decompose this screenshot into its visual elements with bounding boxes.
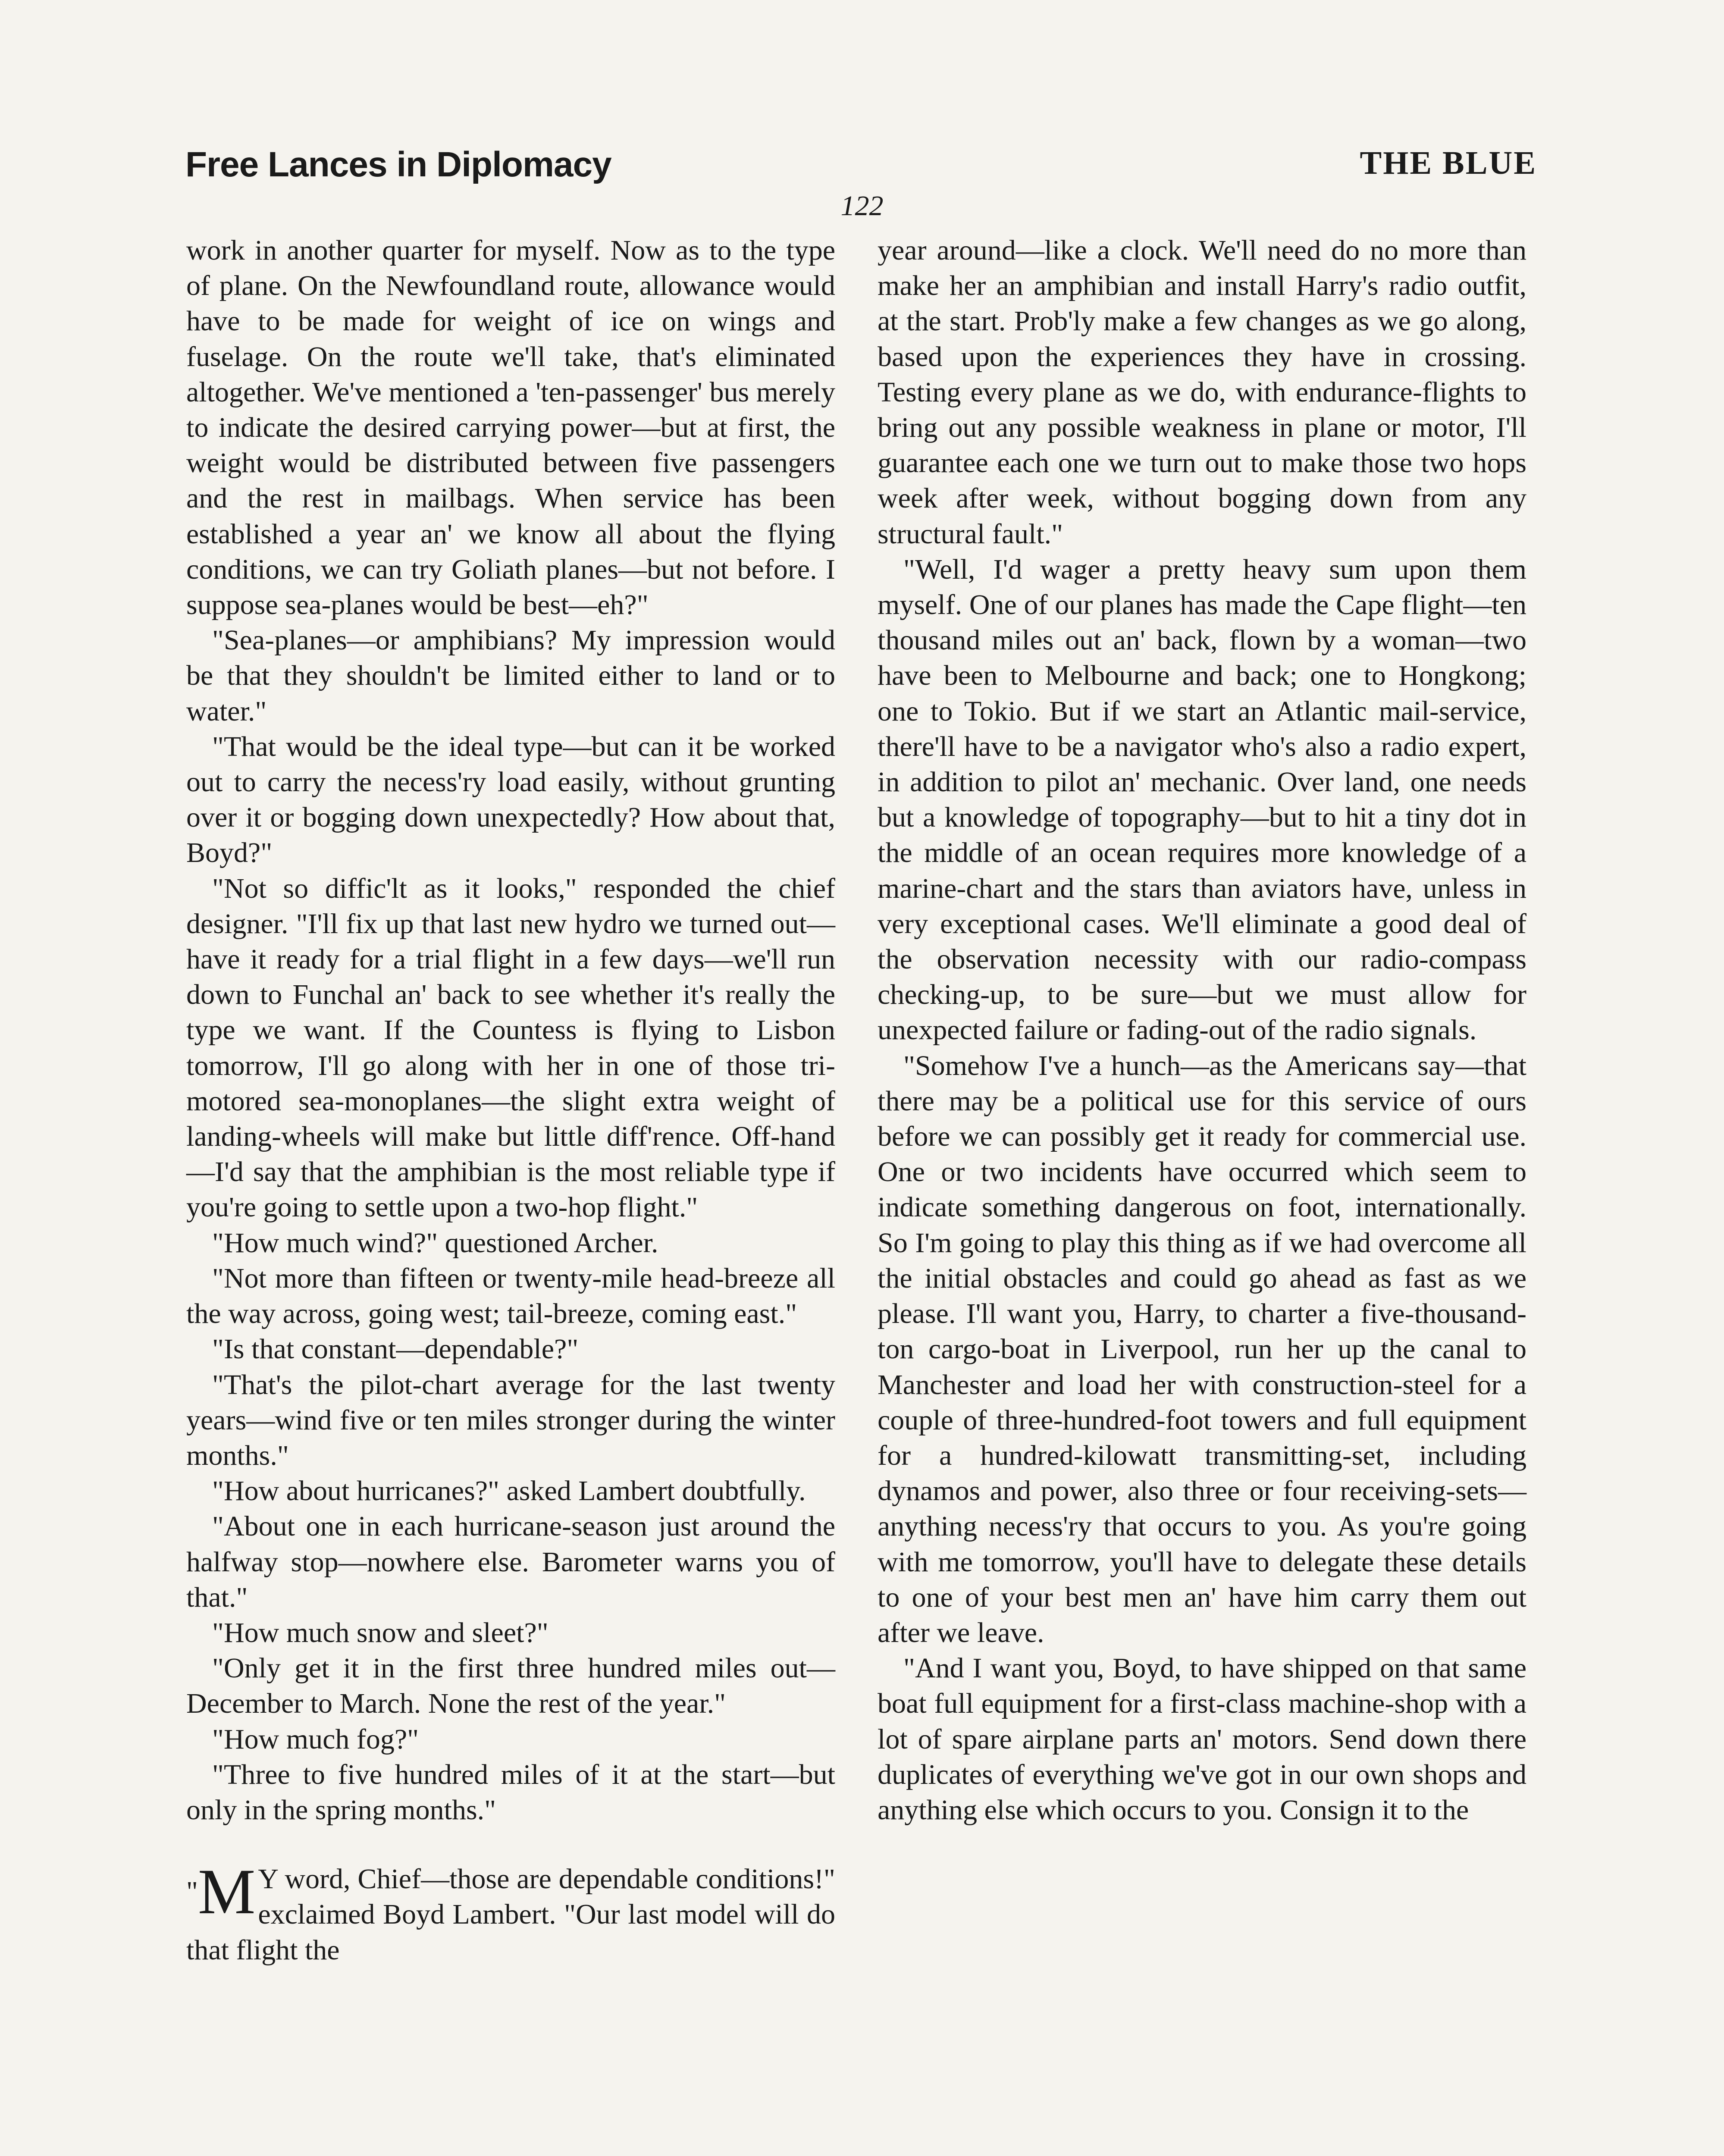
page-number: 122 — [840, 190, 884, 222]
paragraph: work in another quarter for myself. Now as to the type of plane. On the Newfoundland route, allowance would have to be made for weight of ice on wings and fuselage. On the route we'll take, that's eliminated altogether. We've mentioned a 'ten-passenger' bus merely to indicate the desired carrying power—but at first, the weight would be distributed between five passengers and the rest in mailbags. When service has been established a year an' we know all about the flying conditions, we can try Goliath planes—but not before. I suppose sea-planes would be best—eh?" — [186, 235, 835, 621]
paragraph: "Well, I'd wager a pretty heavy sum upon them myself. One of our planes has made the Cape flight—ten thousand miles out an' back, flown by a woman—two have been to Melbourne and back; one to Hongkong; one to Tokio. But if we start an Atlantic mail-service, there'll have to be a navigator who's also a radio expert, in addition to pilot an' mechanic. Over land, one needs but a knowledge of topography—but to hit a tiny dot in the middle of an ocean requires more knowledge of a marine-chart and the stars than aviators have, unless in very exceptional cases. We'll eliminate a good deal of the observation necessity with our radio-compass checking-up, to be sure—but we must allow for unexpected failure or fading-out of the radio signals. — [878, 553, 1527, 1046]
paragraph: "Is that constant—dependable?" — [212, 1333, 579, 1365]
paragraph: "How much snow and sleet?" — [212, 1617, 549, 1648]
paragraph: "Not more than fifteen or twenty-mile head-breeze all the way across, going west; tail-breeze, coming east." — [186, 1262, 835, 1330]
paragraph: "That would be the ideal type—but can it be worked out to carry the necess'ry load easily, without grunting over it or bogging down unexpectedly? How about that, Boyd?" — [186, 730, 835, 869]
paragraph: "How much fog?" — [212, 1723, 419, 1755]
paragraph: "How about hurricanes?" asked Lambert doubtfully. — [212, 1475, 806, 1507]
dropcap-text: Y word, Chief—those are dependable conditions!" exclaimed Boyd Lambert. "Our last model will do that flight the — [186, 1863, 835, 1966]
right-column — [878, 233, 1527, 1828]
paragraph: "And I want you, Boyd, to have shipped on that same boat full equipment for a first-class machine-shop with a lot of spare airplane parts an' motors. Send down there duplicates of everything we've got in our own shops and anything else which occurs to you. Consign it to the — [878, 1652, 1527, 1826]
running-title: Free Lances in Diplomacy — [185, 145, 611, 184]
paragraph: "Sea-planes—or amphibians? My impression would be that they shouldn't be limited either to land or to water." — [186, 624, 835, 727]
paragraph: "Three to five hundred miles of it at the start—but only in the spring months." — [186, 1758, 835, 1826]
paragraph: "How much wind?" questioned Archer. — [212, 1227, 658, 1259]
paragraph: "About one in each hurricane-season just around the halfway stop—nowhere else. Barometer warns you of that." — [186, 1510, 835, 1613]
dropcap-quote: " — [186, 1876, 198, 1908]
magazine-title: THE BLUE — [1360, 145, 1537, 181]
paragraph: "Only get it in the first three hundred miles out—December to March. None the rest of the year." — [186, 1652, 835, 1720]
left-column — [186, 233, 835, 1968]
paragraph: "Not so diffic'lt as it looks," responded the chief designer. "I'll fix up that last new hydro we turned out—have it ready for a trial flight in a few days—we'll run down to Funchal an' back to see whether it's really the type we want. If the Countess is flying to Lisbon tomorrow, I'll go along with her in one of those tri-motored sea-monoplanes—the slight extra weight of landing-wheels will make but little diff'rence. Off-hand—I'd say that the amphibian is the most reliable type if you're going to settle upon a two-hop flight." — [186, 872, 835, 1223]
dropcap — [186, 1856, 256, 1928]
dropcap-letter: M — [197, 1856, 256, 1928]
paragraph: year around—like a clock. We'll need do no more than make her an amphibian and install Harry's radio outfit, at the start. Prob'ly make a few changes as we go along, based upon the experiences they have in crossing. Testing every plane as we do, with endurance-flights to bring out any possible weakness in plane or motor, I'll guarantee each one we turn out to make those two hops week after week, without bogging down from any structural fault." — [878, 235, 1527, 550]
paragraph: "Somehow I've a hunch—as the Americans say—that there may be a political use for this service of ours before we can possibly get it ready for commercial use. One or two incidents have occurred which seem to indicate something dangerous on foot, internationally. So I'm going to play this thing as if we had overcome all the initial obstacles and could go ahead as fast as we please. I'll want you, Harry, to charter a five-thousand-ton cargo-boat in Liverpool, run her up the canal to Manchester and load her with construction-steel for a couple of three-hundred-foot towers and full equipment for a hundred-kilowatt transmitting-set, including dynamos and power, also three or four receiving-sets—anything necess'ry that occurs to you. As you're going with me tomorrow, you'll have to delegate these details to one of your best men an' have him carry them out after we leave. — [878, 1050, 1527, 1648]
paragraph: "That's the pilot-chart average for the last twenty years—wind five or ten miles stronger during the winter months." — [186, 1369, 835, 1471]
dropcap-paragraph — [186, 1856, 835, 1968]
